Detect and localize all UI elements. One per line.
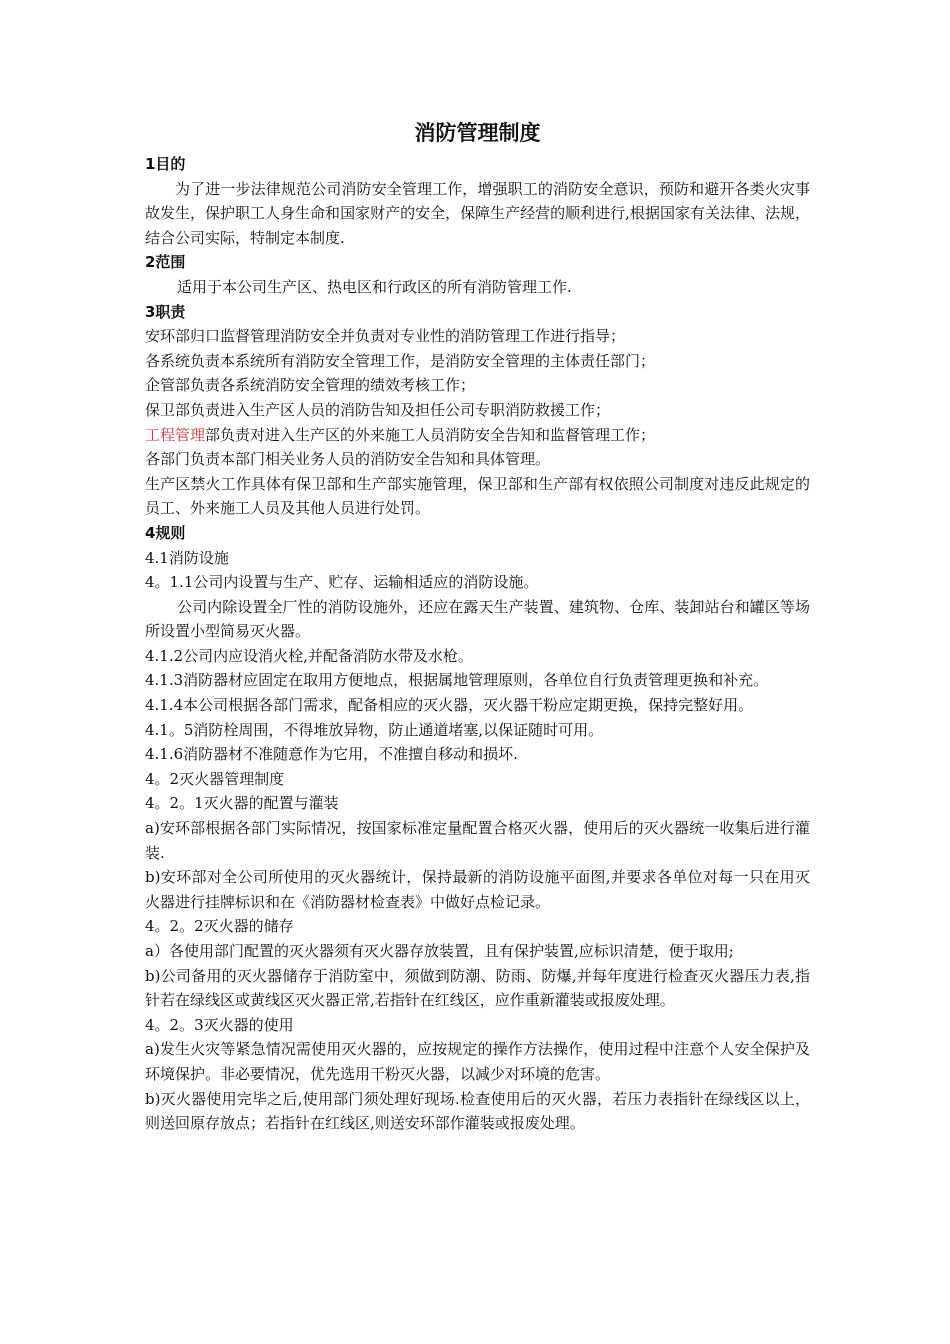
duty-line: 各部门负责本部门相关业务人员的消防安全告知和具体管理。 <box>145 450 551 469</box>
rule-subheading: 4.1消防设施 <box>145 548 229 567</box>
page-title: 消防管理制度 <box>414 121 541 145</box>
duty-line-engineering <box>145 423 810 448</box>
duty-line: 各系统负责本系统所有消防安全管理工作，是消防安全管理的主体责任部门； <box>145 351 656 370</box>
rule-item: 4。1.1公司内设置与生产、贮存、运输相适应的消防设施。 <box>145 573 539 592</box>
duty-line: 生产区禁火工作具体有保卫部和生产部实施管理，保卫部和生产部有权依照公司制度对违反此规定的员工、外来施工人员及其他人员进行处罚。 <box>145 474 810 518</box>
duty-line: 保卫部负责进入生产区人员的消防告知及担任公司专职消防救援工作； <box>145 400 611 419</box>
rule-item: a)发生火灾等紧急情况需使用灭火器的，应按规定的操作方法操作，使用过程中注意个人安全保护及环境保护。非必要情况，优先选用干粉灭火器，以减少对环境的危害。 <box>145 1040 810 1083</box>
rule-item: 公司内除设置全厂性的消防设施外，还应在露天生产装置、建筑物、仓库、装卸站台和罐区等场所设置小型简易灭火器。 <box>145 597 810 641</box>
rule-item: 4.1.4本公司根据各部门需求，配备相应的灭火器，灭火器干粉应定期更换，保持完整好用。 <box>145 696 754 715</box>
rule-item: 4.1。5消防栓周围，不得堆放异物，防止通道堵塞,以保证随时可用。 <box>145 720 604 739</box>
rule-item: b)灭火器使用完毕之后,使用部门须处理好现场.检查使用后的灭火器，若压力表指针在绿线区以上，则送回原存放点；若指针在红线区,则送安环部作灌装或报废处理。 <box>145 1089 810 1133</box>
rule-item: 4.1.6消防器材不准随意作为它用，不准擅自移动和损坏. <box>145 745 518 764</box>
rule-subheading: 4。2。1灭火器的配置与灌装 <box>145 794 339 813</box>
rule-item: a）各使用部门配置的灭火器须有灭火器存放装置，且有保护装置,应标识清楚，便于取用; <box>145 942 734 960</box>
document-body <box>145 118 810 1136</box>
rule-item: a)安环部根据各部门实际情况，按国家标准定量配置合格灭火器，使用后的灭火器统一收集后进行灌装. <box>145 819 810 862</box>
duty-line: 安环部归口监督管理消防安全并负责对专业性的消防管理工作进行指导； <box>145 327 626 346</box>
highlighted-dept-name: 工程管理 <box>145 425 206 444</box>
rule-subheading: 4。2。2灭火器的储存 <box>145 917 294 936</box>
rule-subheading: 4。2。3灭火器的使用 <box>145 1015 294 1034</box>
scope-text: 适用于本公司生产区、热电区和行政区的所有消防管理工作. <box>177 277 572 296</box>
rule-subheading: 4。2灭火器管理制度 <box>145 769 285 788</box>
section-heading-duties: 3职责 <box>145 302 186 321</box>
section-heading-purpose: 1目的 <box>145 155 186 173</box>
duty-line: 企管部负责各系统消防安全管理的绩效考核工作； <box>145 376 476 395</box>
section-heading-rules: 4规则 <box>145 523 186 542</box>
duty-line-rest: 部负责对进入生产区的外来施工人员消防安全告知和监督管理工作； <box>205 425 656 444</box>
rule-item: b)公司备用的灭火器储存于消防室中，须做到防潮、防雨、防爆,并每年度进行检查灭火器压力表,指针若在绿线区或黄线区灭火器正常,若指针在红线区，应作重新灌装或报废处理。 <box>145 966 810 1010</box>
rule-item: b)安环部对全公司所使用的灭火器统计，保持最新的消防设施平面图,并要求各单位对每一只在用灭火器进行挂牌标识和在《消防器材检查表》中做好点检记录。 <box>145 868 810 911</box>
rule-item: 4.1.3消防器材应固定在取用方便地点，根据属地管理原则，各单位自行负责管理更换和补充。 <box>145 671 769 690</box>
purpose-text: 为了进一步法律规范公司消防安全管理工作，增强职工的消防安全意识，预防和避开各类火灾事故发生，保护职工人身生命和国家财产的安全，保障生产经营的顺利进行,根据国家有关法律、法规，结合公司实际，特制定本制度. <box>145 179 810 247</box>
section-heading-scope: 2范围 <box>145 253 186 272</box>
rule-item: 4.1.2公司内应设消火栓,并配备消防水带及水枪。 <box>145 646 473 665</box>
